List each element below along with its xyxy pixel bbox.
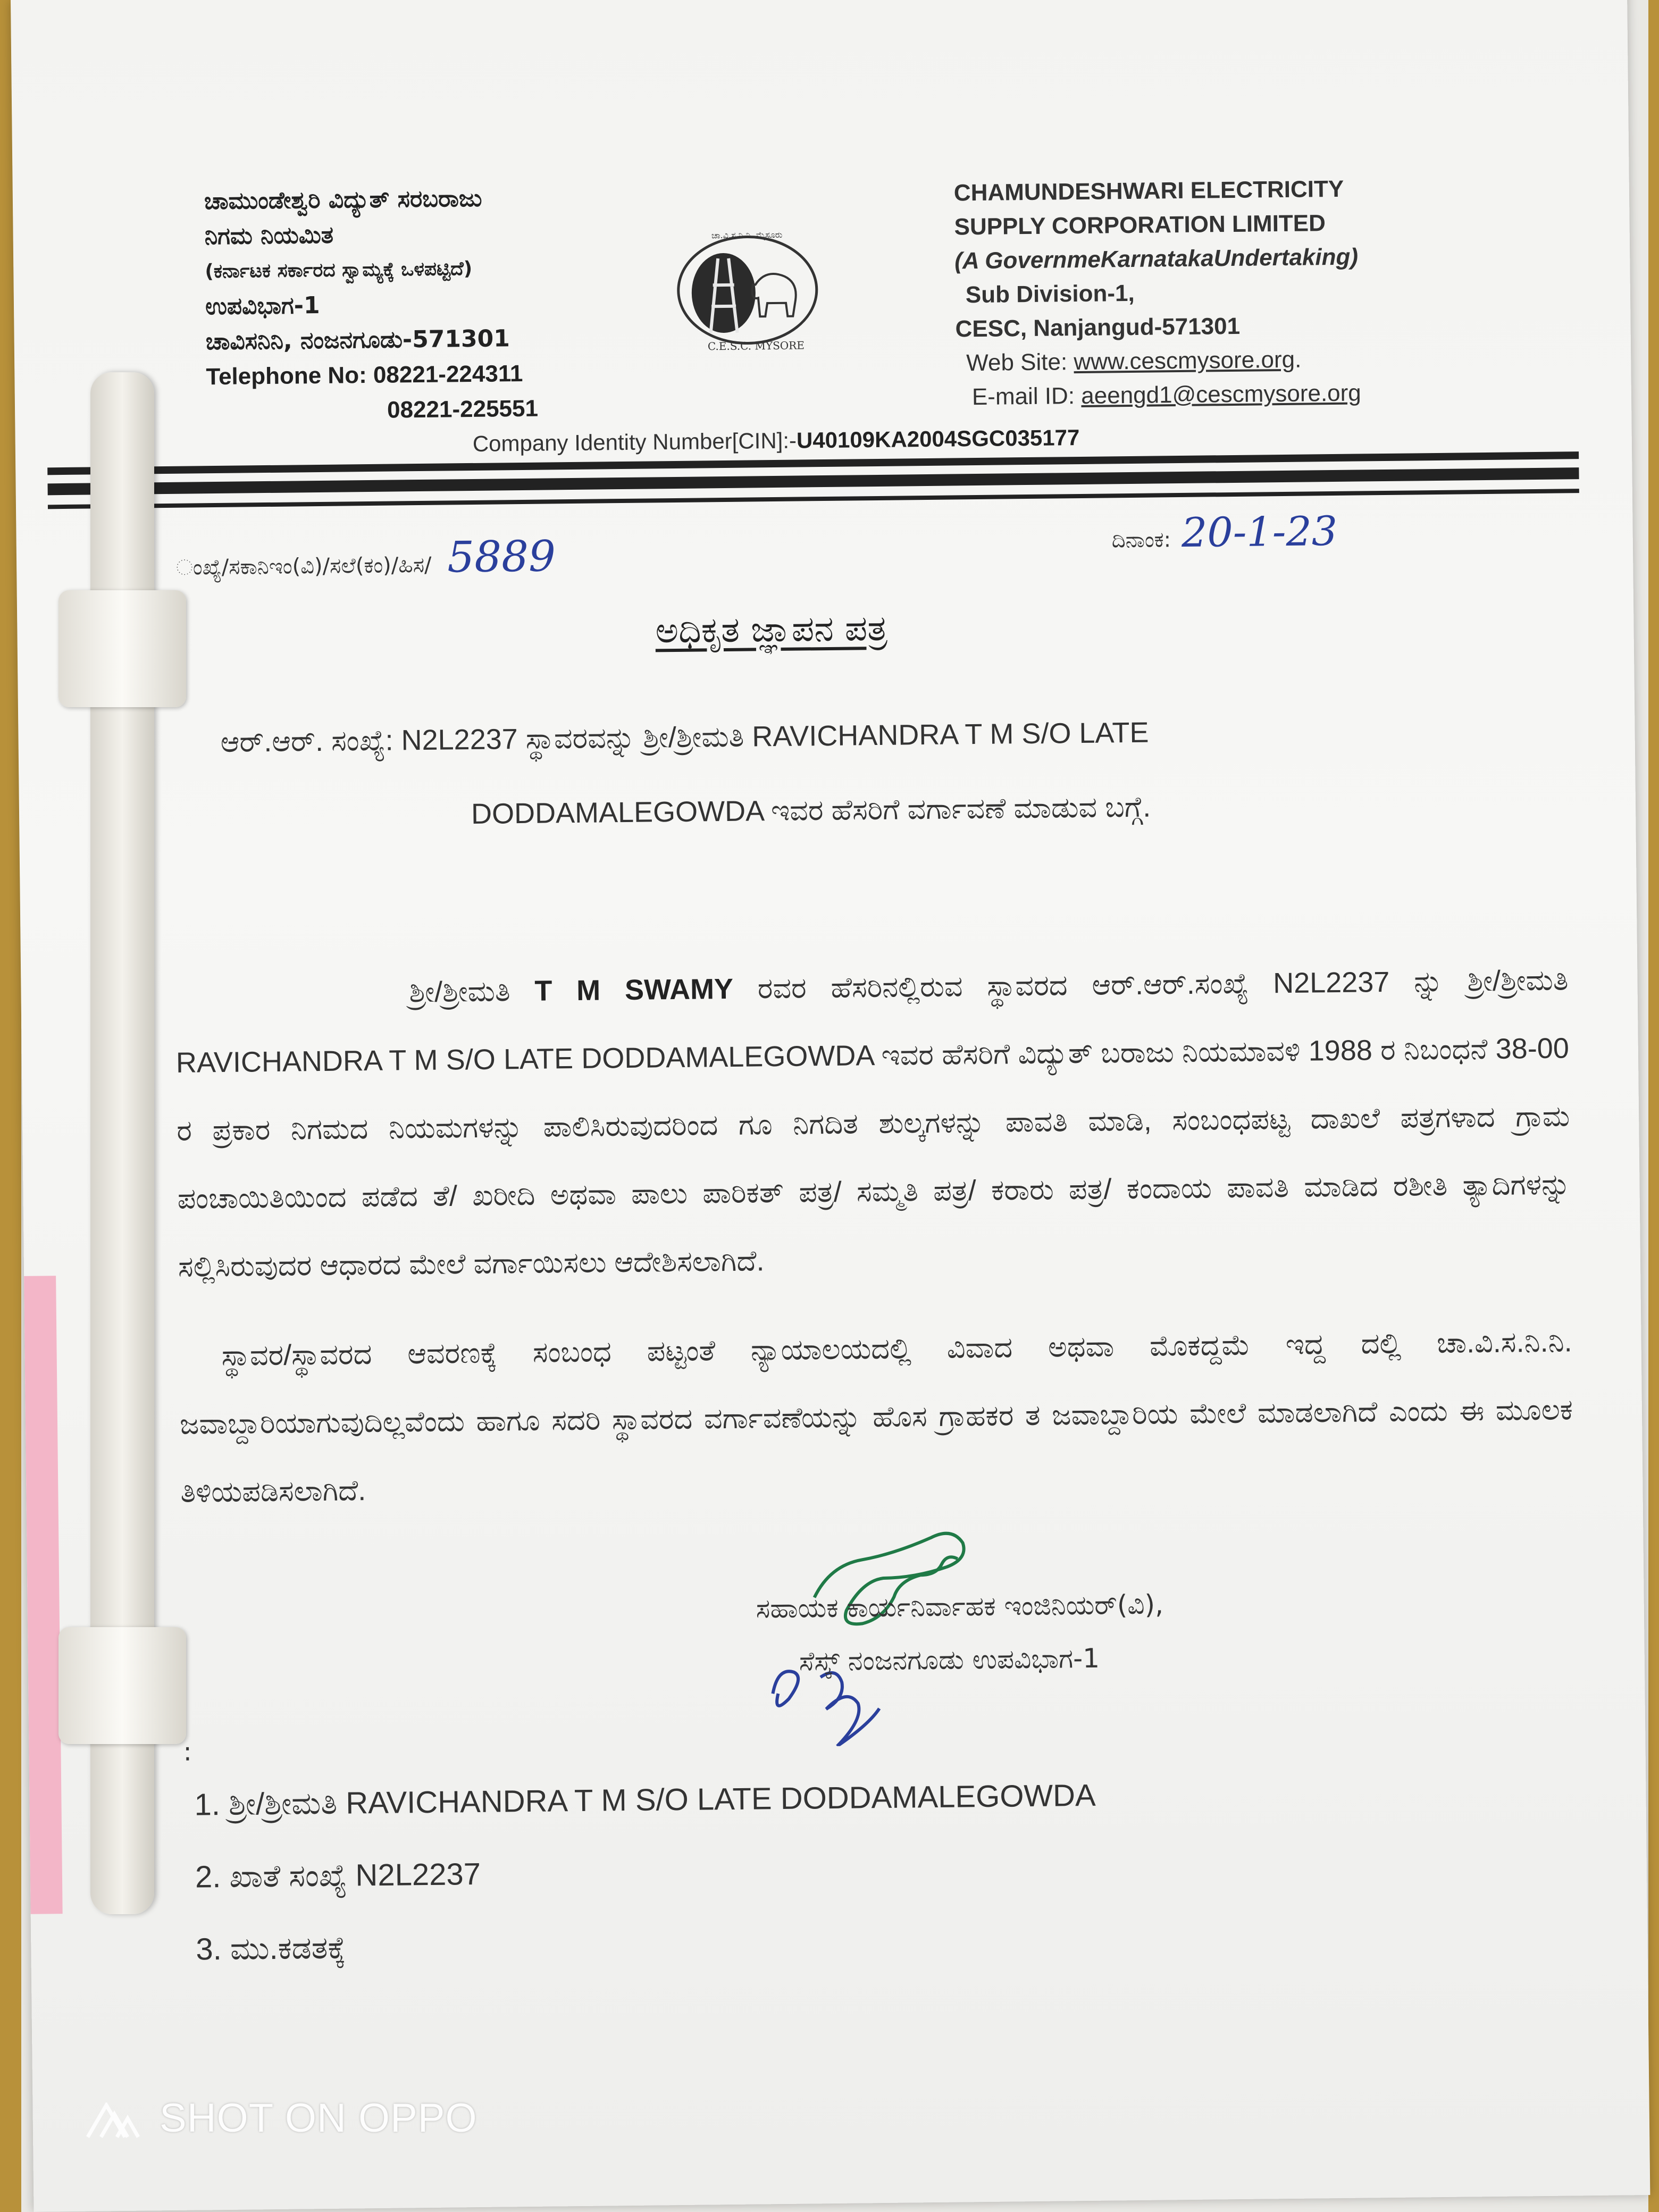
cesc-logo bbox=[667, 225, 828, 355]
website-label: Web Site: bbox=[966, 349, 1074, 376]
kannada-subdivision: ಉಪವಿಭಾಗ-1 bbox=[205, 291, 320, 321]
reference-number bbox=[176, 531, 556, 584]
website-suffix: . bbox=[1294, 346, 1302, 373]
oppo-camera-logo-icon bbox=[85, 2102, 149, 2140]
letterhead-english bbox=[954, 170, 1595, 415]
english-company-name-2: SUPPLY CORPORATION LIMITED bbox=[954, 210, 1326, 240]
list-item: 1. ಶ್ರೀ/ಶ್ರೀಮತಿ RAVICHANDRA T M S/O LATE DODDAMALEGOWDA bbox=[194, 1778, 1096, 1822]
reference-label: ಂಖ್ಯೆ/ಸಕಾನಿಇಂ(ವಿ)/ಸಲೆ(ಕಂ)/ಹಿಸ/ bbox=[175, 552, 432, 580]
signatory-block bbox=[756, 1578, 1164, 1688]
signatory-designation: ಸಹಾಯಕ ಕಾರ್ಯನಿರ್ವಾಹಕ ಇಂಜಿನಿಯರ್(ವಿ), bbox=[756, 1589, 1164, 1624]
english-company-name: CHAMUNDESHWARI ELECTRICITY bbox=[953, 175, 1344, 206]
subject bbox=[220, 692, 1445, 854]
p1-rest: ರವರ ಹೆಸರಿನಲ್ಲಿರುವ ಸ್ಥಾವರದ ಆರ್.ಆರ್.ಸಂಖ್ಯೆ N2L2237 ನ್ನು ಶ್ರೀ/ಶ್ರೀಮತಿ RAVICHANDRA T M S/O LATE DODDAMALEGOWDA ಇವರ ಹೆಸರಿಗೆ ವಿದ್ಯುತ್ ಬರಾಜು ನಿಯಮಾವಳಿ 1988 ರ ನಿಬಂಧನೆ 38-00 ರ ಪ್ರಕಾರ ನಿಗಮದ ನಿಯಮಗಳನ್ನು ಪಾಲಿಸಿರುವುದರಿಂದ ಗೂ ನಿಗದಿತ ಶುಲ್ಕಗಳನ್ನು ಪಾವತಿ ಮಾಡಿ, ಸಂಬಂಧಪಟ್ಟ ದಾಖಲೆ ಪತ್ರಗಳಾದ ಗ್ರಾಮ ಪಂಚಾಯಿತಿಯಿಂದ ಪಡೆದ ತೆ/ ಖರೀದಿ ಅಥವಾ ಪಾಲು ಪಾರಿಕತ್ ಪತ್ರ/ ಸಮ್ಮತಿ ಪತ್ರ/ ಕರಾರು ಪತ್ರ/ ಕಂದಾಯ ಪಾವತಿ ಮಾಡಿದ ರಶೀತಿ ತ್ಯಾದಿಗಳನ್ನು ಸಲ್ಲಿಸಿರುವುದರ ಆಧಾರದ ಮೇಲೆ ವರ್ಗಾಯಿಸಲು ಆದೇಶಿಸಲಾಗಿದೆ. bbox=[175, 964, 1571, 1283]
list-item: 2. ಖಾತೆ ಸಂಖ್ಯೆ N2L2237 bbox=[195, 1856, 481, 1895]
owner-name: T M SWAMY bbox=[534, 973, 734, 1007]
camera-watermark bbox=[85, 2095, 477, 2141]
telephone-line-2: 08221-225551 bbox=[387, 395, 539, 423]
copy-to-label: : bbox=[183, 1737, 192, 1767]
cesc-logo-icon bbox=[667, 225, 828, 355]
svg-text:ಚಾ.ವಿ.ಸ.ನಿ.ನಿ. ಮೈಸೂರು: ಚಾ.ವಿ.ಸ.ನಿ.ನಿ. ಮೈಸೂರು bbox=[711, 229, 783, 241]
english-govt-note: (A GovernmeKarnatakaUndertaking) bbox=[954, 244, 1359, 274]
english-subdivision: Sub Division-1, bbox=[965, 280, 1135, 308]
binder-clip-top bbox=[58, 590, 186, 707]
kannada-company-name: ಚಾಮುಂಡೇಶ್ವರಿ ವಿದ್ಯುತ್ ಸರಬರಾಜು bbox=[204, 185, 482, 215]
document-page bbox=[11, 0, 1650, 2212]
body-paragraph-2: ಸ್ಥಾವರ/ಸ್ಥಾವರದ ಆವರಣಕ್ಕೆ ಸಂಬಂಧ ಪಟ್ಟಂತೆ ನ್ಯಾಯಾಲಯದಲ್ಲಿ ವಿವಾದ ಅಥವಾ ಮೊಕದ್ದಮೆ ಇದ್ದ ದಲ್ಲಿ ಚಾ.ವಿ.ಸ.ನಿ.ನಿ. ಜವಾಬ್ದಾರಿಯಾಗುವುದಿಲ್ಲವೆಂದು ಹಾಗೂ ಸದರಿ ಸ್ಥಾವರದ ವರ್ಗಾವಣೆಯನ್ನು ಹೊಸ ಗ್ರಾಹಕರ ತ ಜವಾಬ್ದಾರಿಯ ಮೇಲೆ ಮಾಡಲಾಗಿದೆ ಎಂದು ಈ ಮೂಲಕ ತಿಳಿಯಪಡಿಸಲಾಗಿದೆ. bbox=[179, 1326, 1573, 1509]
cin-value: U40109KA2004SGC035177 bbox=[796, 424, 1080, 453]
kannada-company-name-2: ನಿಗಮ ನಿಯಮಿತ bbox=[204, 221, 334, 250]
subject-line-1: ಆರ್.ಆರ್. ಸಂಖ್ಯೆ: N2L2237 ಸ್ಥಾವರವನ್ನು ಶ್ರೀ/ಶ್ರೀಮತಿ RAVICHANDRA T M S/O LATE bbox=[220, 716, 1149, 758]
body-paragraph-1 bbox=[175, 946, 1572, 1301]
cin-label: Company Identity Number[CIN]:- bbox=[472, 428, 797, 456]
email-label: E-mail ID: bbox=[971, 382, 1082, 410]
signatory-office: ಸೆಸ್ಕ್ ನಂಜನಗೂಡು ಉಪವಿಭಾಗ-1 bbox=[799, 1643, 1100, 1677]
p1-start: ಶ್ರೀ/ಶ್ರೀಮತಿ bbox=[409, 975, 535, 1009]
pink-page-edge bbox=[24, 1276, 63, 1914]
letter-body bbox=[175, 946, 1574, 1526]
watermark-text: SHOT ON OPPO bbox=[160, 2096, 477, 2141]
kannada-address: ಚಾವಿಸನಿನಿ, ನಂಜನಗೂಡು-571301 bbox=[205, 325, 510, 356]
date-field bbox=[1111, 507, 1337, 557]
list-item: 3. ಮು.ಕಡತಕ್ಕೆ bbox=[196, 1930, 346, 1967]
telephone-line-1: Telephone No: 08221-224311 bbox=[206, 360, 523, 390]
letterhead-kannada bbox=[204, 179, 685, 430]
email-line bbox=[956, 374, 1595, 415]
email-link[interactable]: aeengd1@cescmysore.org bbox=[1081, 380, 1361, 409]
kannada-govt-note: (ಕರ್ನಾಟಕ ಸರ್ಕಾರದ ಸ್ವಾಮ್ಯಕ್ಕೆ ಒಳಪಟ್ಟಿದೆ) bbox=[205, 257, 473, 283]
document-title: ಅಧಿಕೃತ ಜ್ಞಾಪನ ಪತ್ರ bbox=[655, 607, 888, 651]
binder-clip-bottom bbox=[58, 1627, 186, 1744]
copy-to-list bbox=[194, 1759, 1097, 1986]
website-link[interactable]: www.cescmysore.org bbox=[1074, 346, 1295, 375]
reference-handwritten-number: 5889 bbox=[447, 531, 556, 582]
english-address: CESC, Nanjangud-571301 bbox=[955, 313, 1241, 342]
date-handwritten-value: 20-1-23 bbox=[1181, 507, 1338, 556]
svg-text:C.E.S.C. MYSORE: C.E.S.C. MYSORE bbox=[707, 339, 805, 353]
date-label: ದಿನಾಂಕ: bbox=[1111, 527, 1171, 553]
subject-line-2: DODDAMALEGOWDA ಇವರ ಹೆಸರಿಗೆ ವರ್ಗಾವಣೆ ಮಾಡುವ ಬಗ್ಗೆ. bbox=[471, 791, 1151, 831]
